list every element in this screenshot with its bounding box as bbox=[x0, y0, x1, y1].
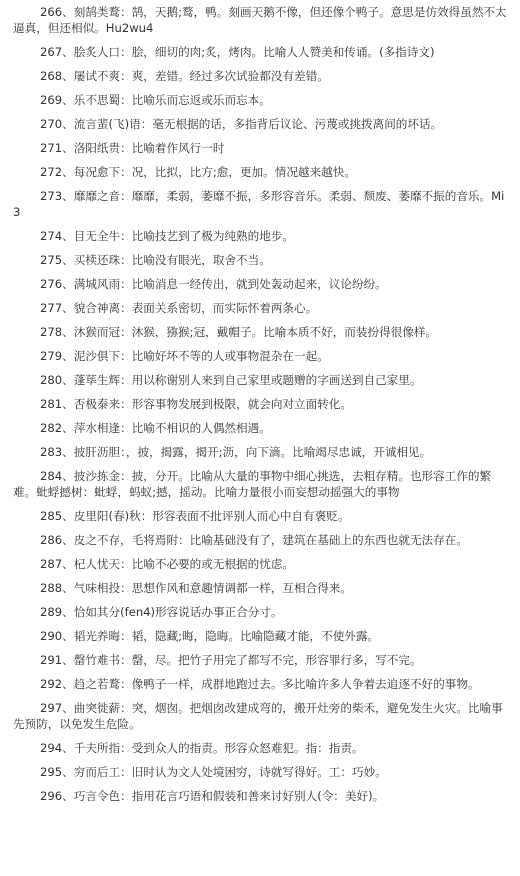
idiom-entry: 279、泥沙俱下：比喻好坏不等的人或事物混杂在一起。 bbox=[40, 349, 329, 363]
idiom-entry: 281、否极泰来：形容事物发展到极限，就会向对立面转化。 bbox=[40, 397, 352, 411]
idiom-entry: 273、靡靡之音：靡靡，柔弱，萎靡不振，多形容音乐。柔弱、颓废、萎靡不振的音乐。Mi3 bbox=[13, 189, 505, 219]
idiom-entry: 268、屡试不爽：爽，差错。经过多次试验都没有差错。 bbox=[40, 69, 329, 83]
idiom-entry: 297、曲突徙薪：突，烟囱。把烟囱改建成弯的，搬开灶旁的柴禾，避免发生火灾。比喻事先预防，以免发生危险。 bbox=[13, 701, 503, 731]
idiom-entry: 274、目无全牛：比喻技艺到了极为纯熟的地步。 bbox=[40, 229, 295, 243]
idiom-entry: 292、趋之若鹜：像鸭子一样，成群地跑过去。多比喻许多人争着去追逐不好的事物。 bbox=[40, 677, 480, 691]
idiom-entry: 286、皮之不存，毛将焉附：比喻基础没有了，建筑在基础上的东西也就无法存在。 bbox=[40, 533, 468, 547]
idiom-entry: 278、沐猴而冠：沐猴，猕猴;冠，戴帽子。比喻本质不好，而装扮得很像样。 bbox=[40, 325, 438, 339]
idiom-entry: 266、刻鹄类鹜：鹄，天鹅;鹜，鸭。刻画天鹅不像，但还像个鸭子。意思是仿效得虽然不太逼真，但还相似。Hu2wu4 bbox=[13, 5, 507, 35]
idiom-entry: 285、皮里阳(春)秋：形容表面不批评别人而心中自有褒贬。 bbox=[40, 509, 350, 523]
idiom-entry: 270、流言蜚(飞)语：毫无根据的话，多指背后议论、污蔑或挑拨离间的坏话。 bbox=[40, 117, 443, 131]
idiom-entry: 272、每况愈下：况，比拟，比方;愈，更加。情况越来越快。 bbox=[40, 165, 356, 179]
idiom-entry: 287、杞人忧天：比喻不必要的或无根据的忧虑。 bbox=[40, 557, 295, 571]
idiom-entry: 282、萍水相逢：比喻不相识的人偶然相遇。 bbox=[40, 421, 271, 435]
idiom-entry: 280、蓬荜生辉：用以称谢别人来到自己家里或题赠的字画送到自己家里。 bbox=[40, 373, 422, 387]
idiom-entry: 283、披肝沥胆：，披，揭露，揭开;沥，向下滴。比喻竭尽忠诚，开诚相见。 bbox=[40, 445, 432, 459]
idiom-entry: 269、乐不思蜀：比喻乐而忘返或乐而忘本。 bbox=[40, 93, 271, 107]
idiom-entry: 291、罄竹难书：罄，尽。把竹子用完了都写不完，形容罪行多，写不完。 bbox=[40, 653, 422, 667]
idiom-entry: 284、披沙拣金：披，分开。比喻从大量的事物中细心挑选，去粗存精。也形容工作的繁难。蚍蜉撼树：蚍蜉，蚂蚁;撼，摇动。比喻力量很小而妄想动摇强大的事物 bbox=[13, 469, 492, 499]
idiom-entry: 290、韬光养晦：韬，隐藏;晦，隐晦。比喻隐藏才能，不使外露。 bbox=[40, 629, 380, 643]
idiom-entry: 288、气味相投：思想作风和意趣情调都一样，互相合得来。 bbox=[40, 581, 352, 595]
idiom-entry: 296、巧言令色：指用花言巧语和假装和善来讨好别人(令：美好)。 bbox=[40, 789, 385, 803]
idiom-entry: 295、穷而后工：旧时认为文人处境困穷，诗就写得好。工：巧妙。 bbox=[40, 765, 387, 779]
idiom-entry: 294、千夫所指：受到众人的指责。形容众怒难犯。指：指责。 bbox=[40, 741, 364, 755]
idiom-entry: 276、满城风雨：比喻消息一经传出，就到处轰动起来，议论纷纷。 bbox=[40, 277, 387, 291]
idiom-entry: 267、脍炙人口：脍，细切的肉;炙，烤肉。比喻人人赞美和传诵。(多指诗文) bbox=[40, 45, 435, 59]
idiom-entry: 289、恰如其分(fen4)形容说话办事正合分寸。 bbox=[40, 605, 283, 619]
idiom-entry: 271、洛阳纸贵：比喻着作风行一时 bbox=[40, 141, 225, 155]
idiom-entry: 277、貌合神离：表面关系密切，而实际怀着两条心。 bbox=[40, 301, 318, 315]
idiom-entry: 275、买椟还珠：比喻没有眼光，取舍不当。 bbox=[40, 253, 271, 267]
